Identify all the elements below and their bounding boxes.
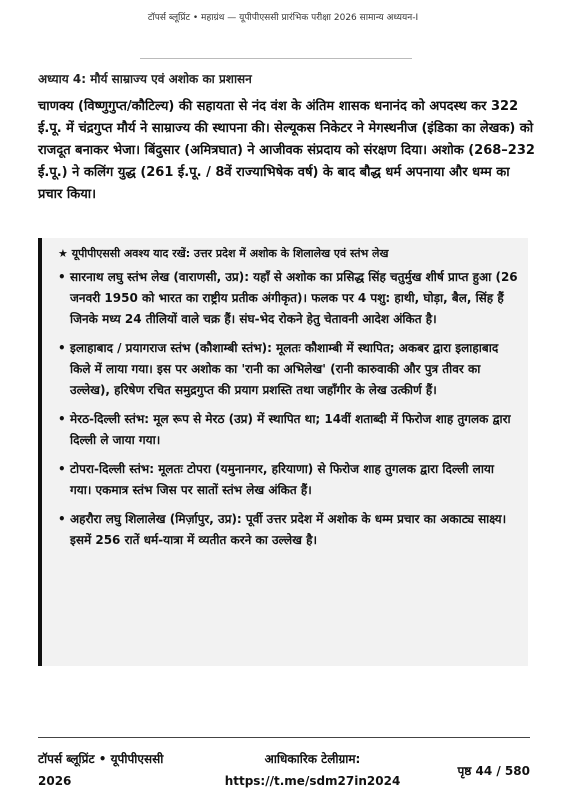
list-item [58,459,518,501]
chapter-intro-paragraph: चाणक्य (विष्णुगुप्त/कौटिल्य) की सहायता से नंद वंश के अंतिम शासक धनानंद को अपदस्थ कर 322 ई.पू. में चंद्रगुप्त मौर्य ने साम्राज्य की स्थापना की। सेल्यूकस निकेटर ने मेगस्थनीज (इंडिका का लेखक) को राजदूत बनाकर भेजा। बिंदुसार (अमित्रघात) ने आजीवक संप्रदाय को संरक्षण दिया। अशोक (268–232 ई.पू.) ने कलिंग युद्ध (261 ई.पू. / 8वें राज्याभिषेक वर्ष) के बाद बौद्ध धर्म अपनाया और धम्म का प्रचार किया। [38,99,535,202]
bullet-icon: • [58,270,66,284]
footer-brand: टॉपर्स ब्लूप्रिंट • यूपीपीएससी 2026 [38,752,164,788]
page-header-title: टॉपर्स ब्लूप्रिंट • महाग्रंथ — यूपीपीएससी प्रारंभिक परीक्षा 2026 सामान्य अध्ययन-I [147,13,419,23]
bullet-icon: • [58,512,66,526]
bullet-icon: • [58,412,66,426]
footer-telegram-link[interactable]: आधिकारिक टेलीग्राम: https://t.me/sdm27in2024 [224,752,401,788]
bullet-icon: • [58,341,66,355]
list-item [58,338,518,401]
list-item [58,409,518,451]
list-item-text: सारनाथ लघु स्तंभ लेख (वाराणसी, उप्र): यहाँ से अशोक का प्रसिद्ध सिंह चतुर्मुख शीर्ष प्राप्त हुआ (26 जनवरी 1950 को भारत का राष्ट्रीय प्रतीक अंगीकृत)। फलक पर 4 पशु: हाथी, घोड़ा, बैल, सिंह हैं जिनके मध्य 24 तीलियों वाले चक्र हैं। संघ-भेद रोकने हेतु चेतावनी आदेश अंकित है। [70,270,518,326]
list-item-text: इलाहाबाद / प्रयागराज स्तंभ (कौशाम्बी स्तंभ): मूलतः कौशाम्बी में स्थापित; अकबर द्वारा इलाहाबाद किले में लाया गया। इस पर अशोक का 'रानी का अभिलेख' (रानी कारुवाकी और पुत्र तीवर का उल्लेख), हरिषेण रचित समुद्रगुप्त की प्रयाग प्रशस्ति तथा जहाँगीर के लेख उत्कीर्ण हैं। [70,341,499,397]
chapter-heading: अध्याय 4: मौर्य साम्राज्य एवं अशोक का प्रशासन [38,72,252,86]
bullet-icon: • [58,462,66,476]
footer-divider [38,737,530,738]
list-item-text: टोपरा-दिल्ली स्तंभ: मूलतः टोपरा (यमुनानगर, हरियाणा) से फिरोज शाह तुगलक द्वारा दिल्ली लाया गया। एकमात्र स्तंभ जिस पर सातों स्तंभ लेख अंकित हैं। [70,462,494,497]
callout-list [58,267,518,551]
page-number: पृष्ठ 44 / 580 [457,764,530,778]
list-item-text: मेरठ-दिल्ली स्तंभ: मूल रूप से मेरठ (उप्र) में स्थापित था; 14वीं शताब्दी में फिरोज शाह तुगलक द्वारा दिल्ली ले जाया गया। [70,412,511,447]
list-item [58,267,518,330]
list-item [58,509,518,551]
header-divider [140,58,412,59]
callout-box [38,238,528,666]
list-item-text: अहरौरा लघु शिलालेख (मिर्ज़ापुर, उप्र): पूर्वी उत्तर प्रदेश में अशोक के धम्म प्रचार का अकाट्य साक्ष्य। इसमें 256 रातें धर्म-यात्रा में व्यतीत करने का उल्लेख है। [70,512,507,547]
callout-title: ★ यूपीपीएससी अवश्य याद रखें: उत्तर प्रदेश में अशोक के शिलालेख एवं स्तंभ लेख [58,247,389,260]
